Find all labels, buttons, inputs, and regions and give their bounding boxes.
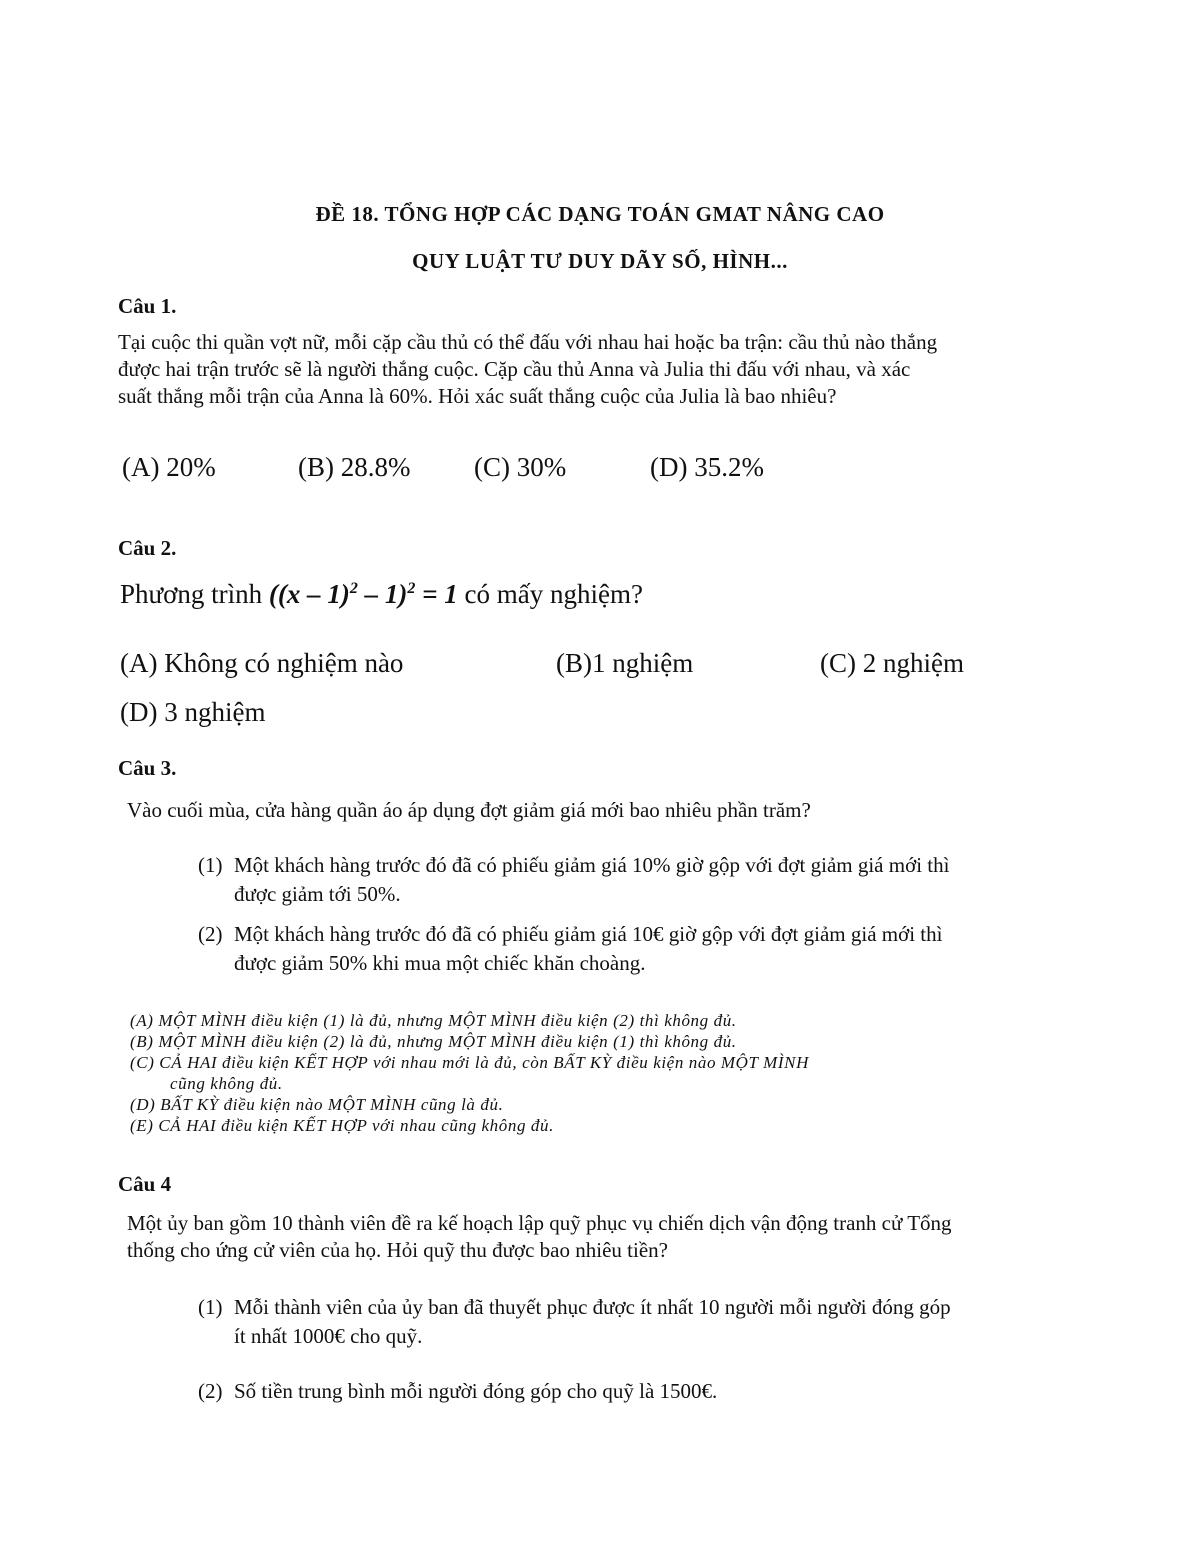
condition-text: được giảm 50% khi mua một chiếc khăn choàng. xyxy=(234,951,646,975)
question-2-option-a: (A) Không có nghiệm nào xyxy=(120,648,404,678)
condition-text: được giảm tới 50%. xyxy=(234,882,401,906)
question-3-option-d: (D) BẤT KỲ điều kiện nào MỘT MÌNH cũng là đủ. xyxy=(130,1095,504,1114)
condition-text: Một khách hàng trước đó đã có phiếu giảm giá 10% giờ gộp với đợt giảm giá mới thì xyxy=(234,853,950,877)
question-3-option-c: (C) CẢ HAI điều kiện KẾT HỢP với nhau mới là đủ, còn BẤT KỲ điều kiện nào MỘT MÌNH xyxy=(130,1053,809,1072)
question-1-text-line: suất thắng mỗi trận của Anna là 60%. Hỏi xác suất thắng cuộc của Julia là bao nhiêu? xyxy=(118,384,837,408)
condition-number: (2) xyxy=(198,922,223,946)
question-2-option-b: (B)1 nghiệm xyxy=(556,648,694,678)
question-3-option-c-continued: cũng không đủ. xyxy=(170,1074,283,1093)
condition-number: (1) xyxy=(198,1295,223,1319)
equation-part: = 1 xyxy=(415,579,458,609)
question-1-option-b: (B) 28.8% xyxy=(298,452,411,482)
document-title-line1: ĐỀ 18. TỔNG HỢP CÁC DẠNG TOÁN GMAT NÂNG CAO xyxy=(315,202,885,226)
question-3-option-a: (A) MỘT MÌNH điều kiện (1) là đủ, nhưng MỘT MÌNH điều kiện (2) thì không đủ. xyxy=(130,1011,737,1030)
document-title-line2: QUY LUẬT TƯ DUY DÃY SỐ, HÌNH... xyxy=(412,249,788,273)
question-1-text-line: Tại cuộc thi quần vợt nữ, mỗi cặp cầu thủ có thể đấu với nhau hai hoặc ba trận: cầu thủ nào thắng xyxy=(118,330,938,354)
question-2-text xyxy=(120,579,643,610)
question-4-text-line: thống cho ứng cử viên của họ. Hỏi quỹ thu được bao nhiêu tiền? xyxy=(127,1238,668,1262)
question-2-option-c: (C) 2 nghiệm xyxy=(820,648,964,678)
condition-text: Mỗi thành viên của ủy ban đã thuyết phục được ít nhất 10 người mỗi người đóng góp xyxy=(234,1295,951,1319)
question-3-heading: Câu 3. xyxy=(118,756,177,780)
condition-text: ít nhất 1000€ cho quỹ. xyxy=(234,1324,423,1348)
question-2-text-before: Phương trình xyxy=(120,579,269,609)
question-4-text xyxy=(127,1210,952,1264)
question-1-option-a: (A) 20% xyxy=(122,452,216,482)
condition-text: Số tiền trung bình mỗi người đóng góp cho quỹ là 1500€. xyxy=(234,1379,718,1403)
question-4-heading: Câu 4 xyxy=(118,1172,172,1196)
question-3-condition-2 xyxy=(198,920,1078,978)
question-2-option-d: (D) 3 nghiệm xyxy=(120,697,266,727)
question-3-option-b: (B) MỘT MÌNH điều kiện (2) là đủ, nhưng MỘT MÌNH điều kiện (1) thì không đủ. xyxy=(130,1032,737,1051)
question-1-text-line: được hai trận trước sẽ là người thắng cuộc. Cặp cầu thủ Anna và Julia thi đấu với nhau, và xác xyxy=(118,357,911,381)
question-3-option-e: (E) CẢ HAI điều kiện KẾT HỢP với nhau cũng không đủ. xyxy=(130,1116,554,1135)
question-1-heading: Câu 1. xyxy=(118,294,177,318)
question-3-text: Vào cuối mùa, cửa hàng quần áo áp dụng đợt giảm giá mới bao nhiêu phần trăm? xyxy=(127,798,811,822)
question-4-condition-1 xyxy=(198,1293,1078,1351)
equation-exponent: 2 xyxy=(349,580,358,597)
question-3-options xyxy=(130,1010,809,1136)
condition-text: Một khách hàng trước đó đã có phiếu giảm giá 10€ giờ gộp với đợt giảm giá mới thì xyxy=(234,922,943,946)
condition-number: (2) xyxy=(198,1379,223,1403)
equation-part: ((x – 1) xyxy=(268,579,350,609)
question-4-text-line: Một ủy ban gồm 10 thành viên đề ra kế hoạch lập quỹ phục vụ chiến dịch vận động tranh cử Tổng xyxy=(127,1211,952,1235)
question-3-condition-1 xyxy=(198,851,1078,909)
question-4-condition-2 xyxy=(198,1377,1078,1406)
question-1-option-c: (C) 30% xyxy=(474,452,567,482)
question-2-text-after: có mấy nghiệm? xyxy=(457,579,643,609)
question-2-heading: Câu 2. xyxy=(118,536,177,560)
question-1-text xyxy=(118,329,937,410)
question-1-option-d: (D) 35.2% xyxy=(650,452,764,482)
question-2-equation xyxy=(269,579,458,609)
equation-exponent: 2 xyxy=(407,580,416,597)
equation-part: – 1) xyxy=(357,579,408,609)
condition-number: (1) xyxy=(198,853,223,877)
